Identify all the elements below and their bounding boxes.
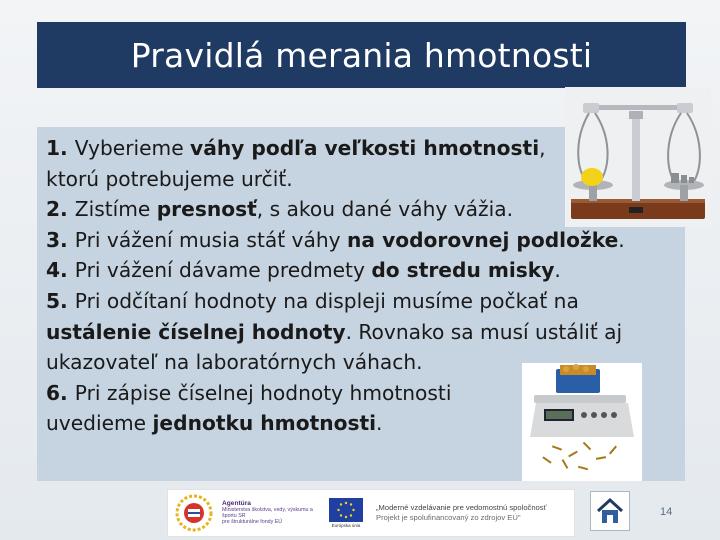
rule-line bbox=[46, 255, 686, 286]
footer-logos bbox=[167, 489, 575, 537]
rule-text: Pri zápise číselnej hodnoty hmotnosti bbox=[74, 380, 452, 405]
rule-text: . bbox=[618, 227, 625, 252]
slide-title: Pravidlá merania hmotnosti bbox=[130, 35, 593, 75]
rule-text-bold: presnosť bbox=[156, 197, 257, 222]
rule-text: , bbox=[539, 136, 546, 160]
rule-text: Pri odčítaní hodnoty na displeji musíme počkať na bbox=[74, 288, 579, 313]
rule-text: Pri vážení dávame predmety bbox=[74, 258, 372, 283]
rule-text: ktorú potrebujeme určiť. bbox=[46, 166, 293, 191]
rule-text-bold: 1. bbox=[46, 136, 75, 160]
logo-circle-icon bbox=[174, 493, 214, 533]
rule-text-bold: na vodorovnej podložke bbox=[347, 227, 619, 252]
rule-text: , s akou dané váhy vážia. bbox=[256, 197, 514, 222]
eu-label: Európska únia bbox=[331, 523, 361, 528]
rule-text: . bbox=[376, 411, 383, 436]
footer-project-text bbox=[376, 503, 546, 523]
agency-logo bbox=[222, 501, 318, 526]
rule-text: uvedieme bbox=[46, 411, 153, 436]
rule-text-bold: do stredu misky bbox=[371, 258, 555, 283]
rule-text-bold: jednotku hmotnosti bbox=[152, 411, 377, 436]
rule-line bbox=[46, 225, 686, 256]
slide-title-bar bbox=[37, 22, 686, 88]
digital-scale-image bbox=[522, 363, 642, 481]
rule-text: Pri vážení musia stáť váhy bbox=[74, 227, 348, 252]
page-number: 14 bbox=[660, 506, 673, 518]
eu-flag-icon bbox=[329, 498, 363, 522]
home-icon bbox=[591, 492, 629, 530]
footer-text-line-1: „Moderné vzdelávanie pre vedomostnú spoločnosť bbox=[376, 503, 547, 512]
eu-logo bbox=[326, 498, 366, 528]
rule-text: ukazovateľ na laboratórnych váhach. bbox=[46, 350, 423, 375]
rule-text-bold: váhy podľa veľkosti hmotnosti bbox=[190, 136, 540, 160]
agency-title: Agentúra bbox=[222, 499, 251, 507]
rule-text-bold: 4. bbox=[46, 258, 75, 283]
rule-text-bold: 5. bbox=[46, 288, 75, 313]
rule-line bbox=[46, 317, 686, 348]
agency-line-1: Ministerstva školstva, vedy, výskumu a športu SR bbox=[222, 506, 313, 519]
rule-text-bold: ustálenie číselnej hodnoty bbox=[46, 319, 346, 344]
rule-text-bold: 2. bbox=[46, 197, 75, 222]
rule-text: Vyberieme bbox=[74, 136, 191, 160]
rule-text-bold: 6. bbox=[46, 380, 75, 405]
rule-text: Zistíme bbox=[74, 197, 157, 222]
home-button[interactable] bbox=[590, 491, 630, 531]
rule-text-bold: 3. bbox=[46, 227, 75, 252]
rule-text: . bbox=[554, 258, 561, 283]
rule-text: . Rovnako sa musí ustáliť aj bbox=[345, 319, 623, 344]
footer-text-line-2: Projekt je spolufinancovaný zo zdrojov EÚ" bbox=[376, 513, 521, 522]
balance-scale-image bbox=[565, 87, 711, 227]
rule-line bbox=[46, 286, 686, 317]
agency-line-2: pre štrukturálne fondy EÚ bbox=[222, 519, 283, 526]
